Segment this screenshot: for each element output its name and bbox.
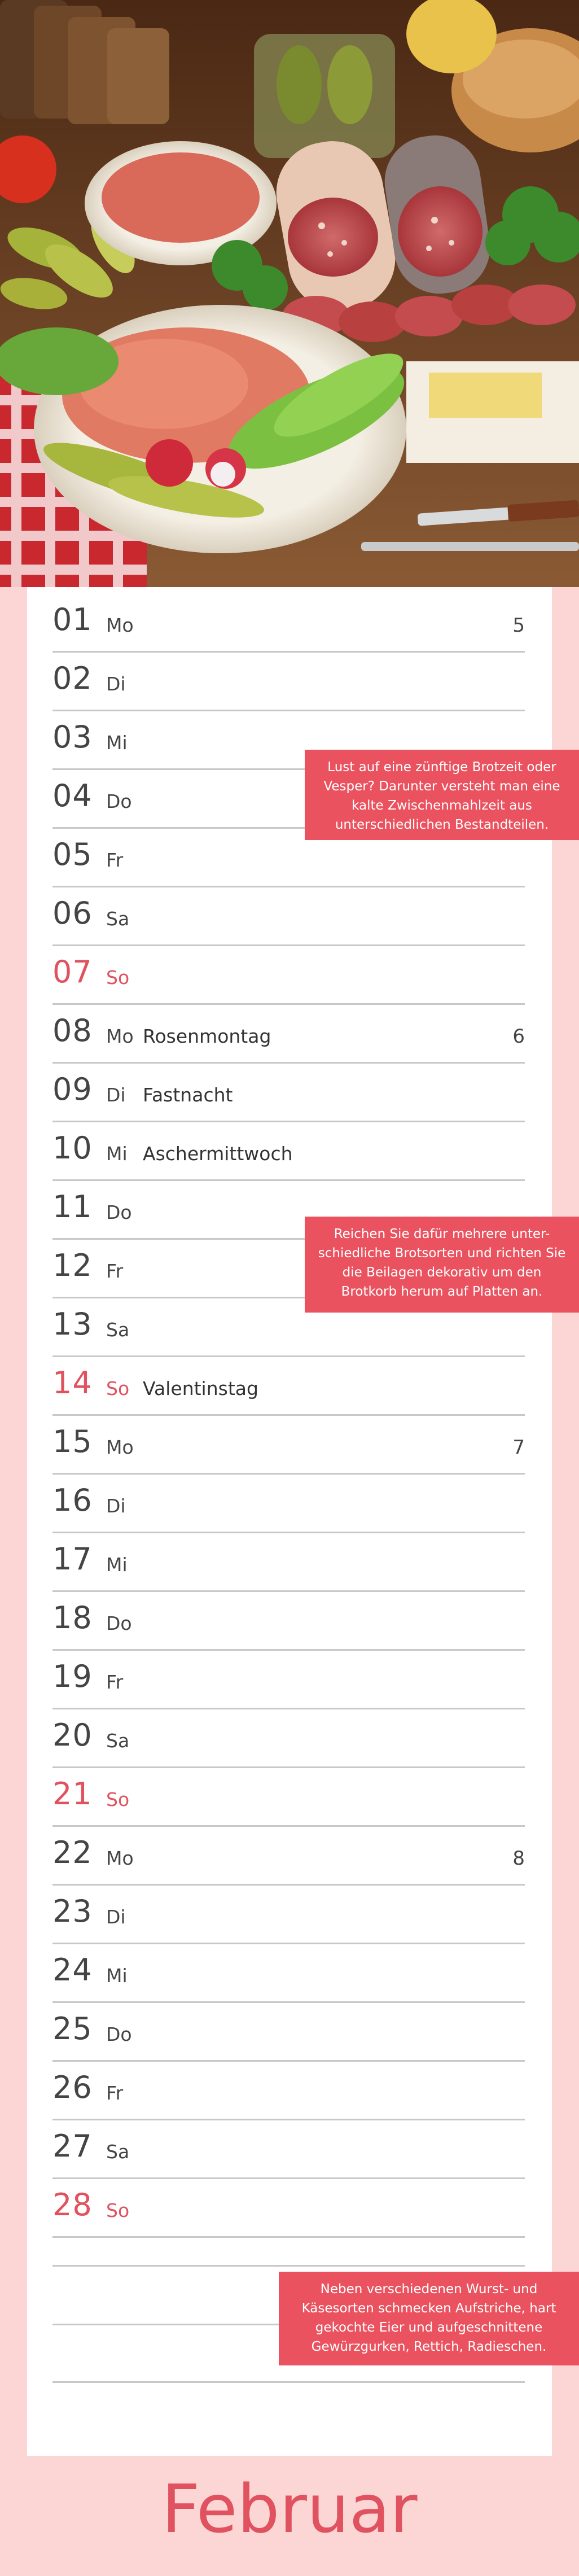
week-number: 7 (512, 1436, 525, 1459)
weekday-name: Sa (106, 2141, 130, 2163)
day-number: 21 (52, 1776, 93, 1812)
holiday-label: Valentinstag (143, 1377, 258, 1399)
weekday-name: Mo (106, 1025, 134, 1047)
weekday-name: Di (106, 1495, 126, 1517)
brotzeit-photo (0, 0, 579, 587)
weekday-name: Sa (106, 1319, 130, 1341)
day-row[interactable] (27, 1592, 552, 1651)
tip-text-1: Lust auf eine zünftige Brotzeit oder Vesper? Darunter versteht man eine kalte Zwischenmahlzeit aus unterschiedlichen Bestandteilen. (323, 760, 560, 832)
day-row[interactable] (27, 1944, 552, 2003)
day-number: 07 (52, 954, 93, 990)
day-number: 24 (52, 1952, 93, 1988)
tip-box-2 (305, 1217, 579, 1313)
day-number: 06 (52, 895, 93, 931)
weekday-name: Di (106, 673, 126, 695)
weekday-name: Fr (106, 1671, 124, 1693)
day-row[interactable] (27, 1122, 552, 1181)
week-number: 6 (512, 1025, 525, 1048)
weekday-name: Fr (106, 2082, 124, 2104)
ham-slices (102, 152, 260, 243)
pickle-jar (254, 34, 395, 158)
day-number: 17 (52, 1541, 93, 1577)
weekday-name: So (106, 1788, 130, 1810)
day-row[interactable] (27, 1709, 552, 1768)
weekday-name: Fr (106, 1260, 124, 1282)
day-row[interactable] (27, 1886, 552, 1944)
month-title: Februar (161, 2470, 418, 2548)
day-row[interactable] (27, 2179, 552, 2238)
day-number: 19 (52, 1659, 93, 1694)
day-number: 14 (52, 1365, 93, 1401)
day-number: 16 (52, 1482, 93, 1518)
weekday-name: Do (106, 2023, 132, 2045)
day-number: 26 (52, 2070, 93, 2105)
weekday-name: Mi (106, 1143, 128, 1165)
day-number: 12 (52, 1248, 93, 1283)
weekday-name: Sa (106, 1730, 130, 1752)
tip-box-3 (279, 2272, 579, 2365)
holiday-label: Aschermittwoch (143, 1143, 293, 1165)
day-row[interactable] (27, 2120, 552, 2179)
day-row[interactable] (27, 1651, 552, 1709)
day-number: 20 (52, 1717, 93, 1753)
day-number: 11 (52, 1189, 93, 1224)
day-row[interactable] (27, 1768, 552, 1827)
weekday-name: Mo (106, 1847, 134, 1869)
day-number: 10 (52, 1130, 93, 1166)
day-row[interactable] (27, 1357, 552, 1416)
day-number: 23 (52, 1893, 93, 1929)
week-number: 5 (512, 614, 525, 637)
day-number: 02 (52, 661, 93, 696)
weekday-name: So (106, 1377, 130, 1399)
calendar-sheet (27, 587, 552, 2456)
day-row[interactable] (27, 1064, 552, 1122)
day-row[interactable] (27, 1475, 552, 1533)
day-number: 18 (52, 1600, 93, 1635)
weekday-name: Do (106, 790, 132, 812)
day-number: 05 (52, 837, 93, 872)
weekday-name: Mo (106, 614, 134, 636)
weekday-name: So (106, 966, 130, 989)
day-number: 13 (52, 1306, 93, 1342)
day-number: 08 (52, 1013, 93, 1048)
weekday-name: Mo (106, 1436, 134, 1458)
day-number: 25 (52, 2011, 93, 2046)
day-row[interactable] (27, 1827, 552, 1886)
tip-box-1 (305, 750, 579, 840)
day-number: 22 (52, 1835, 93, 1870)
weekday-name: Do (106, 1612, 132, 1634)
day-row[interactable] (27, 653, 552, 711)
day-row[interactable] (27, 594, 552, 653)
day-number: 15 (52, 1424, 93, 1459)
day-number: 01 (52, 602, 93, 637)
day-number: 27 (52, 2128, 93, 2164)
day-row[interactable] (27, 1416, 552, 1475)
day-number: 03 (52, 719, 93, 755)
day-row[interactable] (27, 887, 552, 946)
weekday-name: Mi (106, 732, 128, 754)
day-row[interactable] (27, 2062, 552, 2120)
weekday-name: Di (106, 1084, 126, 1106)
holiday-label: Rosenmontag (143, 1025, 271, 1047)
note-line[interactable] (52, 2381, 525, 2383)
weekday-name: Sa (106, 908, 130, 930)
header-photo (0, 0, 579, 587)
tip-text-3: Neben verschiedenen Wurst- und Käsesorten schmecken Aufstriche, hart gekochte Eier und aufgeschnittene Gewürzgurken, Rettich, Radieschen. (301, 2282, 556, 2354)
day-row[interactable] (27, 946, 552, 1005)
day-row[interactable] (27, 2003, 552, 2062)
weekday-name: Mi (106, 1965, 128, 1987)
day-number: 28 (52, 2187, 93, 2223)
weekday-name: Fr (106, 849, 124, 871)
holiday-label: Fastnacht (143, 1084, 233, 1106)
day-number: 09 (52, 1071, 93, 1107)
day-row[interactable] (27, 1533, 552, 1592)
note-line[interactable] (52, 2265, 525, 2267)
day-number: 04 (52, 778, 93, 814)
week-number: 8 (512, 1847, 525, 1870)
tip-text-2: Reichen Sie dafür mehrere unter-schiedliche Brotsorten und richten Sie die Beilagen dekorativ um den Brotkorb herum auf Platten an. (318, 1227, 566, 1299)
weekday-name: So (106, 2199, 130, 2221)
weekday-name: Di (106, 1906, 126, 1928)
day-row[interactable] (27, 1005, 552, 1064)
weekday-name: Do (106, 1201, 132, 1223)
row-divider (52, 2236, 525, 2238)
weekday-name: Mi (106, 1554, 128, 1576)
